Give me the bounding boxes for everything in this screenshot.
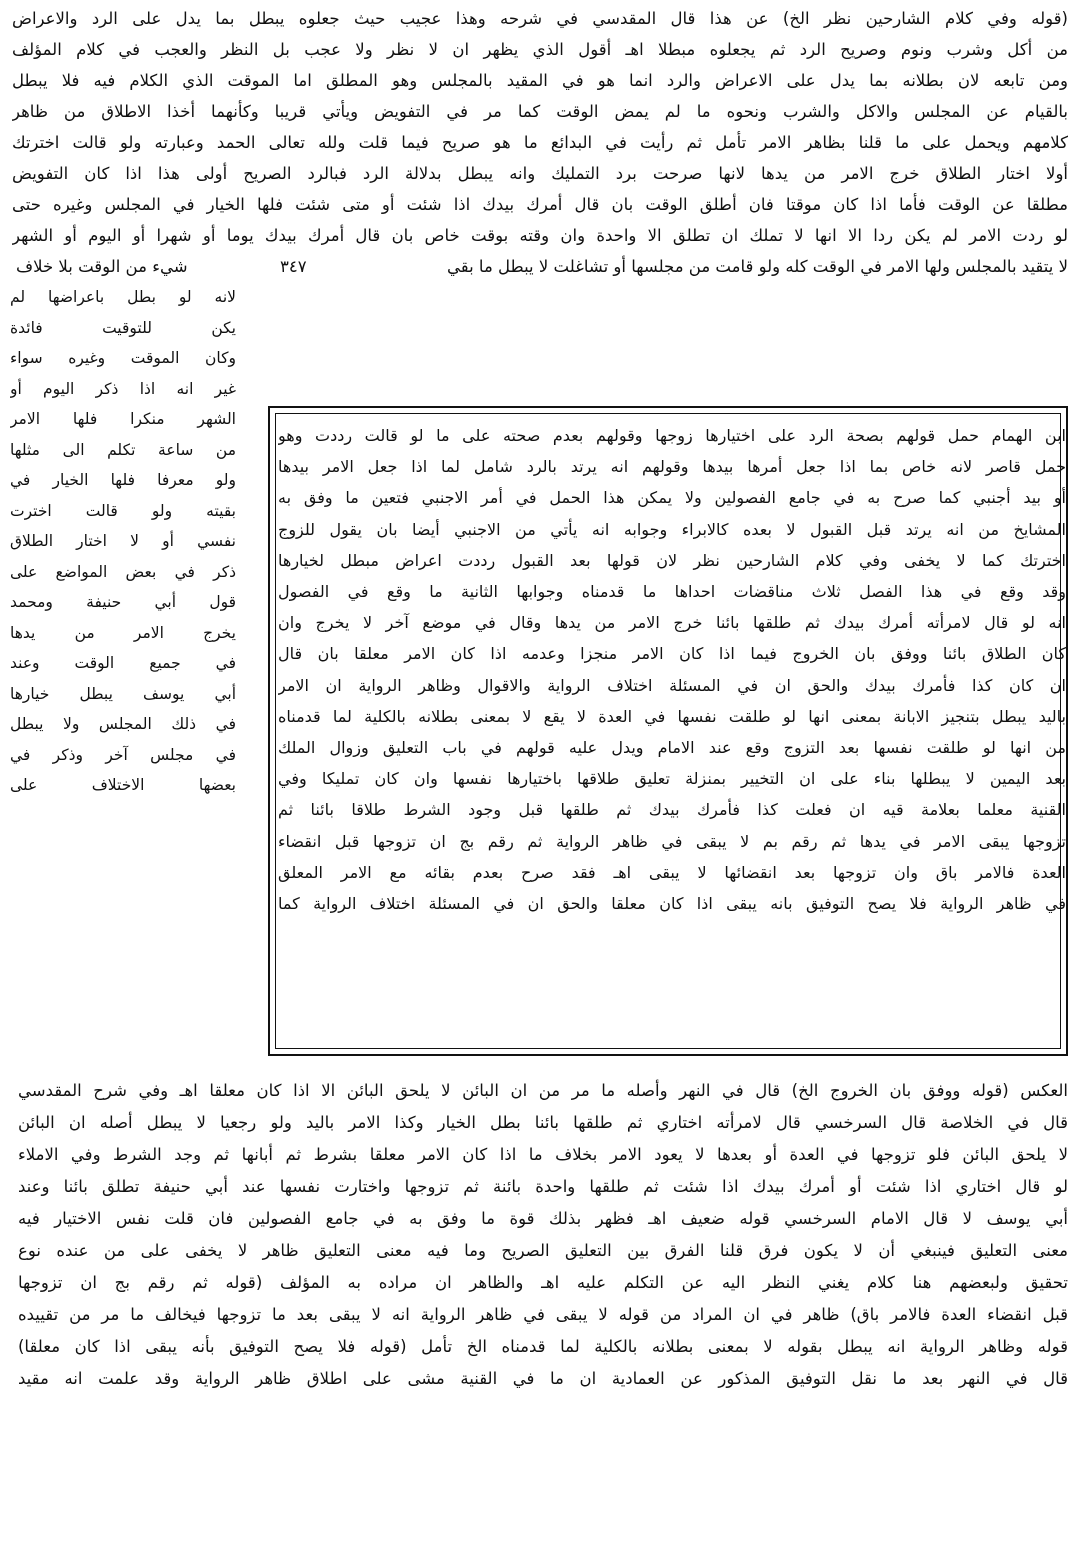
text-line: العكس (قوله ووفق بان الخروج الخ) قال في النهر وأصله ما مر من ان البائن لا يلحق البائن الا اذا كان معلقا اهـ وفي شرح المقدسي <box>18 1081 1068 1100</box>
text-line: بعضها الاختلاف على <box>10 776 236 794</box>
text-line: يخرج الامر من يدها <box>10 623 236 642</box>
text-line: أولا اختار الطلاق خرج الامر من يدها لانها صرحت برد التمليك وانه يبطل بدلالة الرد فبالرد الصريح أولى هذا اذا كان التفويض <box>12 164 1068 183</box>
text-line: المشايخ من انه يرتد قبل القبول لا بعده كالابراء وجوابه انه يأتي من الاجنبي أيضا بان يقول للزوج <box>278 519 1066 539</box>
text-line: أبي يوسف يبطل خيارها <box>10 684 236 703</box>
text-line: من أكل وشرب ونوم وصريح الرد ثم يجعلوه مبطلا اهـ أقول الذي يظهر ان لا نظر ولا عجب بل النظر والعجب في كلام المؤلف <box>12 40 1068 59</box>
text-line: القنية معلما بعلامة قيه ان فعلت كذا فأمرك بيدك ثم طلقها قبل وجود الشرط طلاقا بائنا ثم <box>278 800 1066 820</box>
text-line: كان الطلاق بائنا ووفق بان الخروج فيما اذا كان الامر منجزا وعدمه اذا كان الامر معلقا بان قال <box>278 644 1066 664</box>
text-line: الشهر منكرا فلها الامر <box>10 410 236 428</box>
text-line: من انها لو طلقت نفسها بعد التزوج وقع عند الامام ويدل عليه قولهم في باب التعليق وزوال الملك <box>278 738 1066 757</box>
text-line: العدة فالامر باق وان تزوجها بعد انقضائها لا يبقى اهـ فقد صرح بعدم بقائه مع الامر المعلق <box>278 862 1066 882</box>
text-line: (قوله وفي كلام الشارحين نظر الخ) عن هذا قال المقدسي في شرحه وهذا عجيب حيث جعلوه يبطل بما يدل على الرد والاعراض <box>12 9 1068 28</box>
text-line: قبل انقضاء العدة فالامر باق) ظاهر في ان المراد من قوله لا يبقى في ظاهر الرواية انه لا يبقى بعد ما تزوجها فيخالف ما مر من تقييده <box>18 1305 1068 1324</box>
text-line: في جميع الوقت وعند <box>10 654 236 672</box>
text-line: ومن تابعه لان بطلانه بما يدل على الاعراض والرد انما هو في المقيد بالمجلس وهو المطلق اما الموقت الذي الكلام فيه فلا يبطل <box>12 71 1068 90</box>
text-line: بالقيام عن المجلس والاكل والشرب ونحوه ما لم يمض الوقت كما مر في التفويض ويأتي قريبا وكأنهما أخذا الاطلاق من ظاهر <box>12 102 1068 121</box>
text-line: قول أبي حنيفة ومحمد <box>10 593 236 611</box>
text-line: ابن الهمام حمل قولهم بصحة الرد على اختيارها زوجها وقولهم بعدم صحته على ما لو قالت رددت وهو <box>278 426 1066 445</box>
text-line: انه لو قال لامرأته أمرك بيدك ثم طلقها بائنا خرج الامر من يدها وقال في موضع آخر لا يخرج وان <box>278 613 1066 633</box>
text-line: ولو معرفا فلها الخيار في <box>10 471 236 489</box>
text-line: لو قال اختاري اذا شئت أو أمرك بيدك اذا شئت ثم طلقها واحدة بائنة ثم تزوجها واختارت نفسها عند أبي حنيفة تطلق بائنا وعند <box>18 1177 1068 1196</box>
main-text-frame <box>268 406 1068 1056</box>
text-line: لانه لو بطل باعراضها لم <box>10 288 236 306</box>
main-text-inner-frame <box>275 413 1066 1049</box>
text-line: لو ردت الامر لم يكن ردا الا انها لا تملك ان تطلق الا واحدة وان وقته بوقت خاص بان قال أمرك بيدك يوما أو شهرا أو اليوم أو الشهر <box>12 226 1068 245</box>
text-line: تزوجها يبقى الامر في يدها ثم رقم بم لا يبقى في ظاهر الرواية ثم رقم بج ان تزوجها قبل انقضاء <box>278 831 1066 851</box>
main-text <box>278 420 1066 1045</box>
text-line: ذكر في بعض المواضع على <box>10 562 236 581</box>
text-line: لا يتقيد بالمجلس ولها الامر في الوقت كله ولو قامت من مجلسها أو تشاغلت لا يبطل ما بقي <box>447 257 1068 276</box>
text-line: يكن للتوقيت فائدة <box>10 318 236 337</box>
text-line: مطلقا عن الوقت فأما اذا كان موقتا فان أطلق الوقت بان قال أمرك بيدك اذا شئت أو متى شئت فلها الخيار في المجلس وغيره حتى <box>12 195 1068 214</box>
text-line: قال في النهر بعد ما نقل التوفيق المذكور عن العمادية ان ما في القنية مشى على اطلاق ظاهر الرواية وقد علمت انه مقيد <box>18 1369 1068 1388</box>
text-line: قوله وظاهر الرواية انه يبطل بقوله لا بمعنى بطلانه بالكلية لما قدمناه الخ تأمل (قوله فلا يصح التوفيق بأنه يبقى اذا كان معلقا) <box>18 1337 1068 1356</box>
text-line: أبي يوسف لا قال الامام السرخسي قوله ضعيف اهـ فظهر بذلك قوة ما وفق به في جامع الفصولين فان قلت نفس الاختيار فيه <box>18 1209 1068 1228</box>
text-line: معنى التعليق فينبغي أن لا يكون فرق قلنا الفرق بين التعليق الصريح وما فيه معنى التعليق ظاهر لا يخفى على من عنده نوع <box>18 1241 1068 1260</box>
text-line: غير انه اذا ذكر اليوم أو <box>10 379 236 398</box>
text-line: كلامهم ويحمل على ما قلنا بظاهر الامر تأمل ثم رأيت في البدائع ما هو صريح فيما قلت ولله تعالى الحمد وعبارته ولو قالت اخترتك <box>12 133 1068 152</box>
text-line: بعد اليمين لا يبطلها بناء على ان التخيير بمنزلة تعليق طلاقها باختيارها نفسها وان كان تمليكا وفي <box>278 769 1066 789</box>
text-line: وقد وقع في هذا الفصل ثلاث مناقضات احداها ما قدمناه وجوابها الثانية ما وقع في الفصول <box>278 582 1066 601</box>
text-line: وكان الموقت وغيره سواء <box>10 349 236 367</box>
text-line: في ظاهر الرواية فلا يصح التوفيق بانه يبقى اذا كان معلقا والحق ان في المسئلة اختلاف الرواية كما <box>278 894 1066 913</box>
text-line: حمل قاصر لانه خاص بما اذا جعل أمرها بيدها وقولهم انه يرتد بالرد شامل لما اذا جعل الامر بيدها <box>278 457 1066 477</box>
text-line: في ذلك المجلس ولا يبطل <box>10 715 236 733</box>
text-line: نفسي أو لا اختار الطلاق <box>10 532 236 550</box>
text-line: تحقيق ولبعضهم هنا كلام يغني النظر اليه عن التكلم عليه اهـ والظاهر ان مراده به المؤلف (قوله ثم رقم بج ان تزوجها <box>18 1273 1068 1292</box>
text-line: اخترتك كما لا يخفى وفي كلام الشارحين نظر لان قولها بعد القبول رددت اعراض مبطل لخيارها <box>278 550 1066 570</box>
text-line-with-page-number <box>12 251 1068 282</box>
text-line: في مجلس آخر وذكر في <box>10 745 236 764</box>
text-line: لا يلحق البائن فلو تزوجها في العدة أو بعدها لا يعود الامر بخلاف ما اذا كان الامر معلقا بشرط ثم أبانها ثم وجد الشرط وفي الاملاء <box>18 1145 1068 1164</box>
text-line: قال في الخلاصة قال السرخسي قال لامرأته اختاري ثم طلقها بائنا بطل الخيار وكذا الامر باليد ولو رجعيا لا يبطل أصله ان البائن <box>18 1113 1068 1132</box>
text-line: من ساعة تكلم الى مثلها <box>10 440 236 459</box>
text-line: باليد يبطل بتنجيز الابانة بمعنى انها لو طلقت نفسها في العدة لا يقع لا بمعنى بطلانه بالكلية لما قدمناه <box>278 706 1066 726</box>
page-number: ٣٤٧ <box>280 257 307 276</box>
text-line: ان كان كذا فأمرك بيدك والحق ان في المسئلة اختلاف الرواية والاقوال وظاهر الرواية ان الامر <box>278 675 1066 695</box>
text-line: أو بيد أجنبي كما صرح به في جامع الفصولين ولا يمكن هذا الحمل في أمر الاجنبي فتعين ما وفق به <box>278 488 1066 508</box>
text-line: بقيته ولو قالت اخترت <box>10 501 236 520</box>
text-line: شيء من الوقت بلا خلاف <box>16 257 188 276</box>
